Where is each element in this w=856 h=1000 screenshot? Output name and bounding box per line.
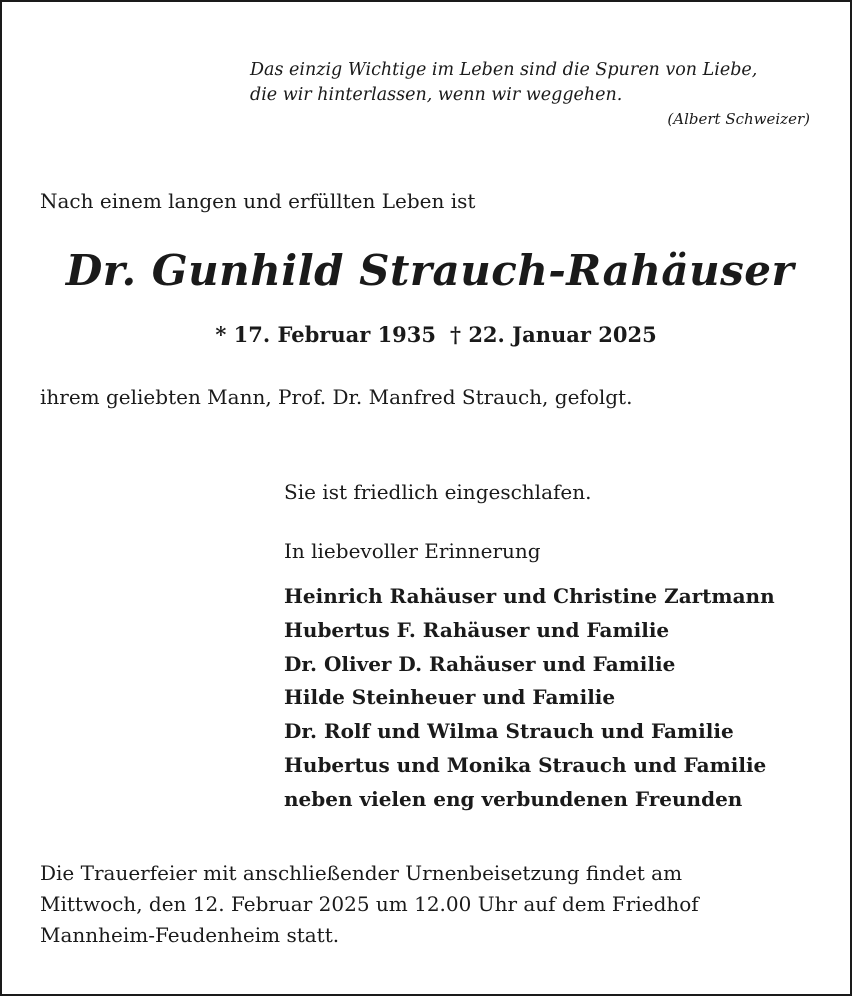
intro-text: Nach einem langen und erfüllten Leben ist <box>40 189 476 213</box>
funeral-line-1: Die Trauerfeier mit anschließender Urnenbeisetzung findet am <box>40 861 683 885</box>
mourner: Hubertus und Monika Strauch und Familie <box>284 752 767 777</box>
mourner: Hubertus F. Rahäuser und Familie <box>284 617 670 642</box>
mourner: neben vielen eng verbundenen Freunden <box>284 786 743 811</box>
memory-text: In liebevoller Erinnerung <box>284 539 541 563</box>
birth-date: * 17. Februar 1935 <box>215 322 437 347</box>
funeral-info <box>40 858 830 951</box>
quote-line-1: Das einzig Wichtige im Leben sind die Spuren von Liebe, <box>250 60 758 80</box>
funeral-line-2: Mittwoch, den 12. Februar 2025 um 12.00 Uhr auf dem Friedhof <box>40 892 699 916</box>
sleep-text: Sie ist friedlich eingeschlafen. <box>284 480 592 504</box>
life-dates <box>2 322 856 347</box>
mourners-list <box>284 580 775 817</box>
followed-text: ihrem geliebten Mann, Prof. Dr. Manfred Strauch, gefolgt. <box>40 385 633 409</box>
quote-author: (Albert Schweizer) <box>667 110 810 128</box>
mourner: Dr. Rolf und Wilma Strauch und Familie <box>284 719 734 744</box>
death-date: † 22. Januar 2025 <box>450 322 657 347</box>
quote-line-2: die wir hinterlassen, wenn wir weggehen. <box>250 85 623 105</box>
quote <box>250 58 810 129</box>
funeral-line-3: Mannheim-Feudenheim statt. <box>40 923 340 947</box>
mourner: Dr. Oliver D. Rahäuser und Familie <box>284 651 676 676</box>
deceased-name: Dr. Gunhild Strauch-Rahäuser <box>65 246 795 295</box>
mourner: Hilde Steinheuer und Familie <box>284 685 616 710</box>
mourner: Heinrich Rahäuser und Christine Zartmann <box>284 584 775 608</box>
